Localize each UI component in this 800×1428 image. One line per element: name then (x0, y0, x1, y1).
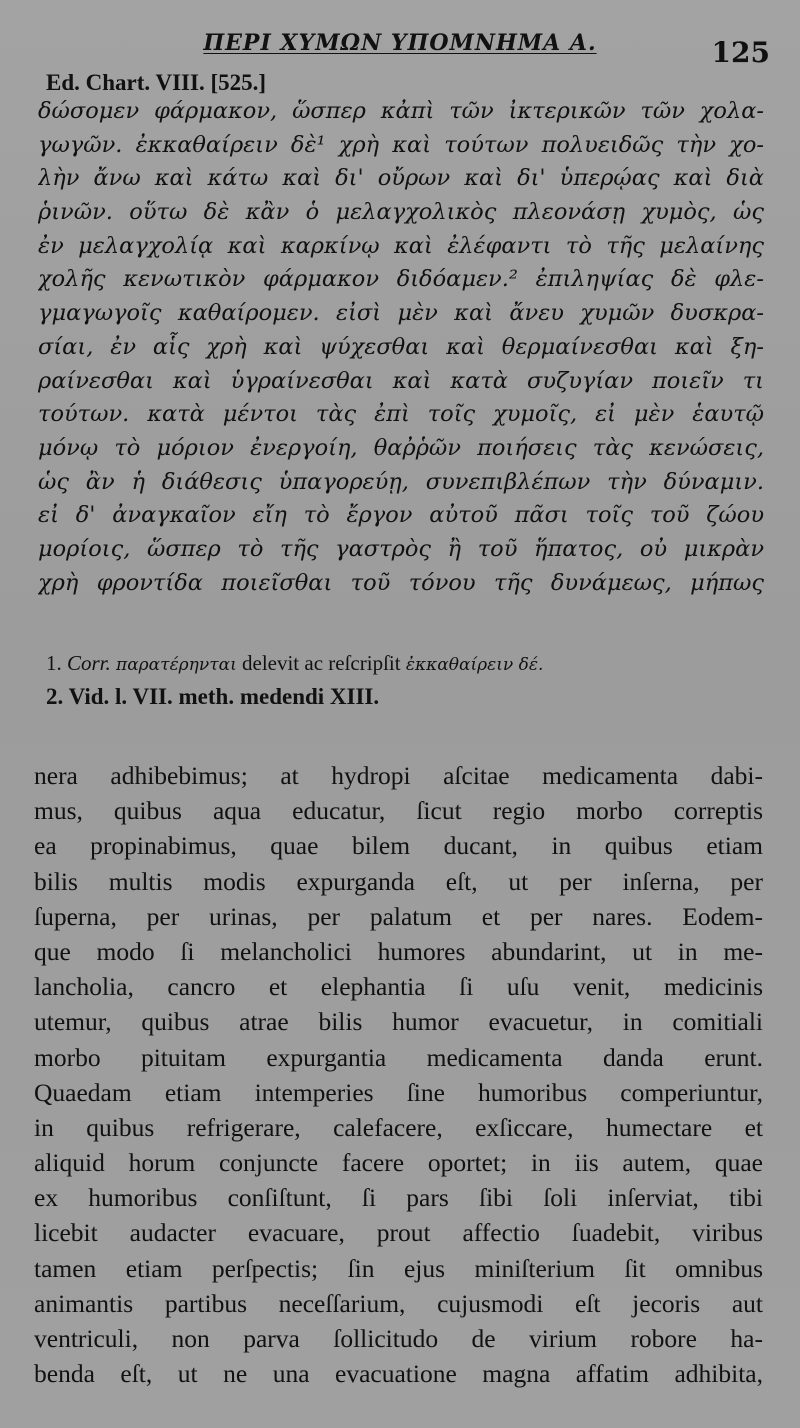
latin-line: ſuperna, per urinas, per palatum et per nares. Eodem- (34, 901, 763, 931)
footnote-greek-inserted: ἐκκαθαίρειν δέ. (405, 655, 544, 675)
latin-line: aliquid horum conjuncte facere oportet; in iis autem, quae (34, 1148, 763, 1178)
latin-line: licebit audacter evacuare, prout affectio ſuadebit, viribus (34, 1218, 763, 1248)
latin-line: tamen etiam perſpectis; ſin ejus miniſterium ſit omnibus (34, 1253, 763, 1283)
latin-line: ex humoribus conſiſtunt, ſi pars ſibi ſoli inſerviat, tibi (34, 1183, 763, 1213)
greek-line: γωγῶν. ἐκκαθαίρειν δὲ¹ χρὴ καὶ τούτων πολυειδῶς τὴν χο- (38, 131, 764, 158)
running-title: ΠΕΡΙ ΧΥΜΩΝ ΥΠΟΜΝΗΜΑ Α. (203, 30, 597, 56)
greek-line: χολῆς κενωτικὸν φάρμακον διδόαμεν.² ἐπιληψίας δὲ φλε- (38, 266, 764, 293)
footnotes (46, 648, 766, 712)
greek-line: εἰ δ' ἀναγκαῖον εἴη τὸ ἔργον αὐτοῦ πᾶσι τοῖς τοῦ ζώου (38, 502, 764, 529)
greek-line: χρὴ φροντίδα ποιεῖσθαι τοῦ τόνου τῆς δυνάμεως, μήπως (38, 569, 764, 596)
greek-line: μόνῳ τὸ μόριον ἐνεργοίη, θαῤῥῶν ποιήσεις τὰς κενώσεις, (38, 434, 764, 461)
footnote-1 (46, 648, 766, 681)
latin-line: benda eſt, ut ne una evacuatione magna affatim adhibita, (34, 1359, 763, 1389)
latin-line: nera adhibebimus; at hydropi aſcitae medicamenta dabi- (34, 761, 763, 790)
greek-line: ραίνεσθαι καὶ ὑγραίνεσθαι καὶ κατὰ συζυγίαν ποιεῖν τι (38, 367, 764, 394)
greek-line: μορίοις, ὥσπερ τὸ τῆς γαστρὸς ἢ τοῦ ἥπατος, οὐ μικρὰν (38, 535, 764, 562)
footnote-text: delevit ac reſcripſit (242, 651, 401, 675)
footnote-greek-deleted: παρατέρηνται (116, 655, 237, 675)
latin-line: morbo pituitam expurgantia medicamenta danda erunt. (34, 1042, 763, 1072)
footnote-2: 2. Vid. l. VII. meth. medendi XIII. (46, 684, 380, 709)
greek-line: τούτων. κατὰ μέντοι τὰς ἐπὶ τοῖς χυμοῖς, εἰ μὲν ἑαυτῷ (38, 401, 764, 428)
page-number: 125 (711, 36, 770, 69)
footnote-corr: Corr. (67, 651, 111, 675)
latin-line: lancholia, cancro et elephantia ſi uſu venit, medicinis (34, 972, 763, 1002)
latin-line: mus, quibus aqua educatur, ſicut regio morbo correptis (34, 796, 763, 826)
greek-line: δώσομεν φάρμακον, ὥσπερ κἀπὶ τῶν ἰκτερικῶν τῶν χολα- (38, 98, 764, 124)
latin-line: ea propinabimus, quae bilem ducant, in quibus etiam (34, 831, 763, 861)
footnote-number: 1. (46, 651, 62, 675)
greek-line: λὴν ἄνω καὶ κάτω καὶ δι' οὔρων καὶ δι' ὑπερῴας καὶ διὰ (38, 165, 764, 192)
greek-line: ὡς ἂν ἡ διάθεσις ὑπαγορεύῃ, συνεπιβλέπων τὴν δύναμιν. (38, 468, 764, 495)
latin-line: que modo ſi melancholici humores abundarint, ut in me- (34, 936, 763, 966)
greek-text-block (38, 95, 764, 600)
latin-line: ventriculi, non parva ſollicitudo de virium robore ha- (34, 1324, 763, 1353)
greek-line: σίαι, ἐν αἷς χρὴ καὶ ψύχεσθαι καὶ θερμαίνεσθαι καὶ ξη- (38, 333, 764, 360)
greek-line: γμαγωγοῖς καθαίρομεν. εἰσὶ μὲν καὶ ἄνευ χυμῶν δυσκρα- (38, 300, 764, 327)
latin-line: in quibus refrigerare, calefacere, exſiccare, humectare et (34, 1112, 763, 1142)
edition-reference: Ed. Chart. VIII. [525.] (46, 70, 267, 95)
latin-line: bilis multis modis expurganda eſt, ut per inſerna, per (34, 866, 763, 896)
greek-line: ἐν μελαγχολίᾳ καὶ καρκίνῳ καὶ ἐλέφαντι τὸ τῆς μελαίνης (38, 232, 764, 259)
latin-text-block (34, 758, 763, 1391)
greek-line: ῥινῶν. οὕτω δὲ κἂν ὁ μελαγχολικὸς πλεονάσῃ χυμὸς, ὡς (38, 199, 764, 226)
latin-line: utemur, quibus atrae bilis humor evacuetur, in comitiali (34, 1007, 763, 1037)
latin-line: animantis partibus neceſſarium, cujusmodi eſt jecoris aut (34, 1288, 763, 1318)
latin-line: Quaedam etiam intemperies ſine humoribus comperiuntur, (34, 1077, 763, 1107)
